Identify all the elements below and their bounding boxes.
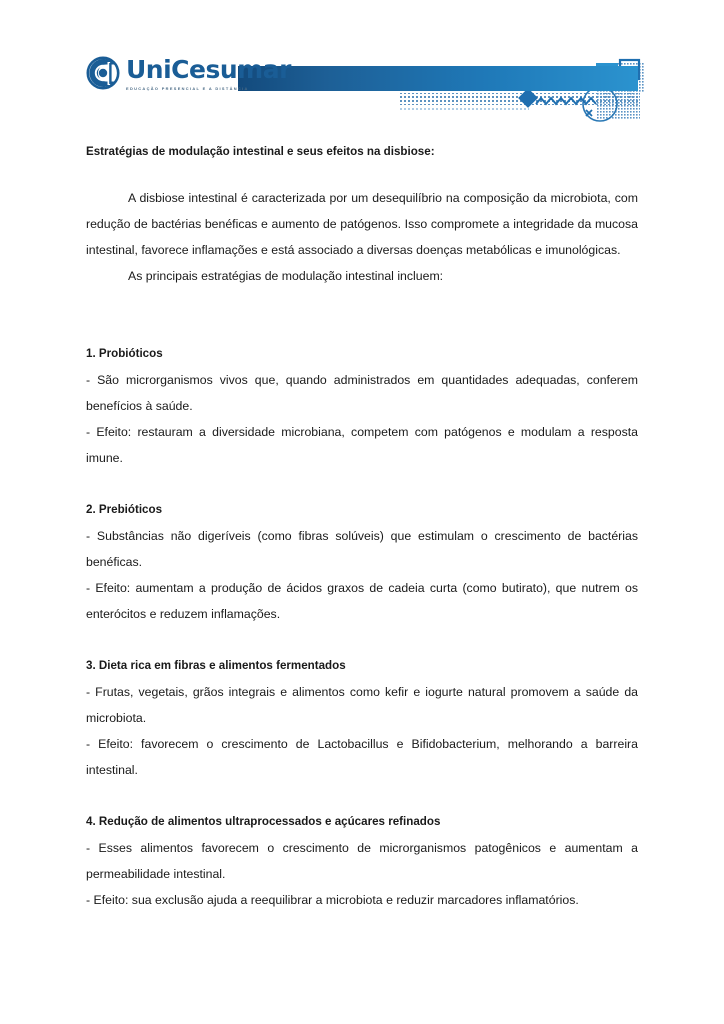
- section-heading: 4. Redução de alimentos ultraprocessados e açúcares refinados: [86, 815, 441, 828]
- intro-paragraph-2: As principais estratégias de modulação intestinal incluem:: [128, 269, 444, 283]
- logo-brand-text: UniCesumar: [126, 55, 291, 84]
- section-bullet-definition: - São microrganismos vivos que, quando administrados em quantidades adequadas, conferem benefícios à saúde.: [86, 373, 638, 413]
- unicesumar-circle-logomark: [86, 56, 120, 90]
- section-bullet-effect: - Efeito: favorecem o crescimento de Lactobacillus e Bifidobacterium, melhorando a barreira intestinal.: [86, 737, 638, 777]
- section-bullet-definition: - Esses alimentos favorecem o crescimento de microrganismos patogênicos e aumentam a permeabilidade intestinal.: [86, 841, 638, 881]
- x-mark: [586, 110, 592, 116]
- document-body: [86, 139, 638, 913]
- diamond-shape: [518, 88, 538, 108]
- section-bullet-definition: - Frutas, vegetais, grãos integrais e alimentos como kefir e iogurte natural promovem a saúde da microbiota.: [86, 685, 638, 725]
- intro-paragraph-1: A disbiose intestinal é caracterizada por um desequilíbrio na composição da microbiota, com redução de bactérias benéficas e aumento de patógenos. Isso compromete a integridade da mucosa intestinal, favorece inflamações e está associado a diversas doenças metabólicas e imunológicas.: [86, 191, 638, 257]
- section-heading: 2. Prebióticos: [86, 503, 163, 516]
- section-bullet-definition: - Substâncias não digeríveis (como fibras solúveis) que estimulam o crescimento de bactérias benéficas.: [86, 529, 638, 569]
- dotted-grid-pattern: [399, 93, 639, 111]
- zigzag-wave: [536, 98, 596, 104]
- document-title: Estratégias de modulação intestinal e seus efeitos na disbiose:: [86, 145, 435, 158]
- unicesumar-logo: [86, 56, 291, 91]
- section-heading: 3. Dieta rica em fibras e alimentos fermentados: [86, 659, 346, 672]
- header-blue-band: [238, 66, 638, 91]
- section-probioticos: [86, 341, 638, 471]
- circle-outline: [583, 87, 617, 121]
- section-bullet-effect: - Efeito: restauram a diversidade microbiana, competem com patógenos e modulam a resposta imune.: [86, 425, 638, 465]
- spacer: [86, 289, 638, 315]
- section-bullet-effect: - Efeito: sua exclusão ajuda a reequilibrar a microbiota e reduzir marcadores inflamatórios.: [86, 893, 579, 907]
- logo-tagline-text: EDUCAÇÃO PRESENCIAL E A DISTÂNCIA: [126, 86, 249, 91]
- section-reducao-ultraprocessados: [86, 809, 638, 913]
- section-heading: 1. Probióticos: [86, 347, 163, 360]
- section-bullet-effect: - Efeito: aumentam a produção de ácidos graxos de cadeia curta (como butirato), que nutrem os enterócitos e reduzem inflamações.: [86, 581, 638, 621]
- page-header: [0, 0, 724, 128]
- section-prebioticos: [86, 497, 638, 627]
- section-dieta-fibras: [86, 653, 638, 783]
